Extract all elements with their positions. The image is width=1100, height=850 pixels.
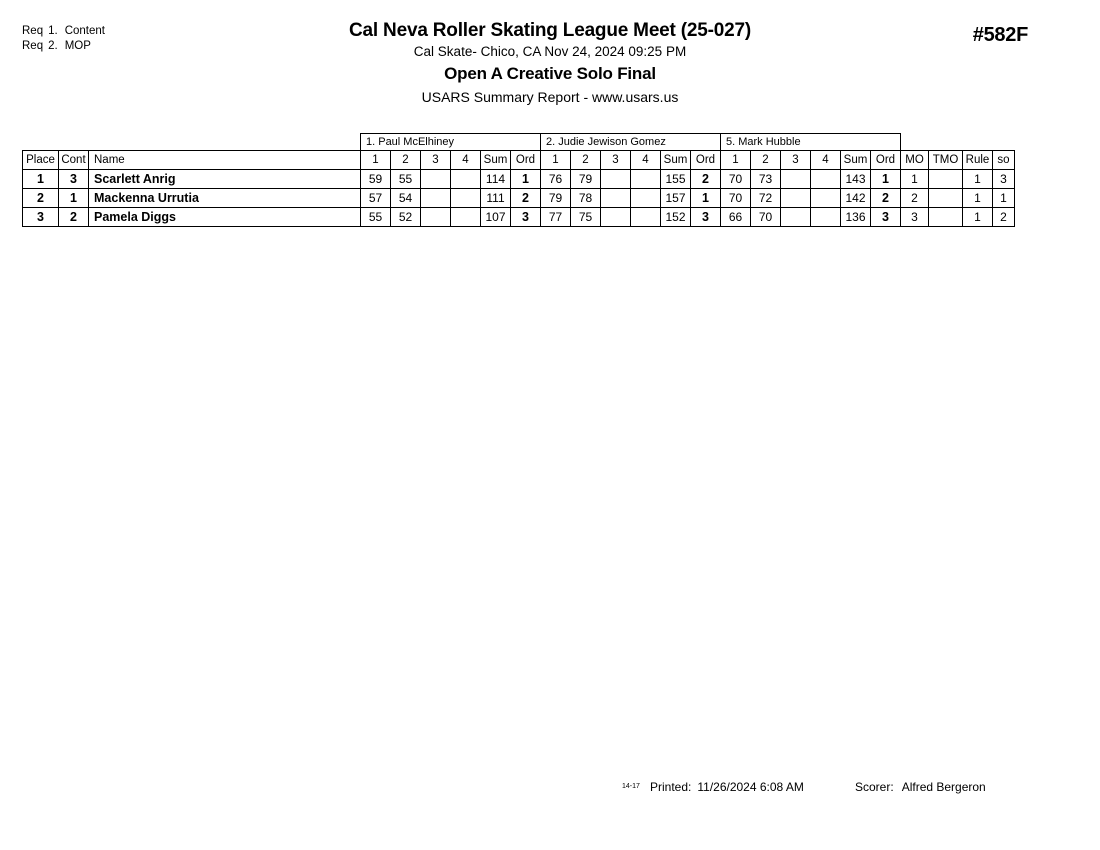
row-j1-score-3 [421, 208, 451, 227]
row-mo: 2 [901, 189, 929, 208]
row-j2-ord: 3 [691, 208, 721, 227]
row-place: 1 [23, 170, 59, 189]
row-j2-score-3 [601, 170, 631, 189]
row-j2-sum: 155 [661, 170, 691, 189]
row-place: 2 [23, 189, 59, 208]
row-j3-score-2: 73 [751, 170, 781, 189]
row-cont: 1 [59, 189, 89, 208]
row-j2-score-2: 75 [571, 208, 601, 227]
row-place: 3 [23, 208, 59, 227]
row-tmo [929, 189, 963, 208]
row-j2-score-4 [631, 170, 661, 189]
row-j1-ord: 3 [511, 208, 541, 227]
row-j3-score-3 [781, 189, 811, 208]
header-tmo: TMO [929, 151, 963, 170]
row-cont: 2 [59, 208, 89, 227]
row-j1-score-1: 59 [361, 170, 391, 189]
header-j1-score-2: 2 [391, 151, 421, 170]
row-mo: 3 [901, 208, 929, 227]
row-j1-score-2: 52 [391, 208, 421, 227]
row-j3-score-4 [811, 208, 841, 227]
row-j1-score-4 [451, 170, 481, 189]
row-rule: 1 [963, 189, 993, 208]
row-j1-score-1: 57 [361, 189, 391, 208]
row-tmo [929, 170, 963, 189]
row-j3-sum: 136 [841, 208, 871, 227]
row-j2-score-3 [601, 189, 631, 208]
header-rule: Rule [963, 151, 993, 170]
requirement-label-2: Req [22, 40, 44, 52]
judge-row-spacer-place [23, 134, 59, 151]
row-j3-ord: 3 [871, 208, 901, 227]
row-j2-score-4 [631, 208, 661, 227]
row-j3-score-3 [781, 170, 811, 189]
printed-label: Printed: [650, 780, 692, 794]
row-j3-score-1: 66 [721, 208, 751, 227]
row-j1-score-1: 55 [361, 208, 391, 227]
row-j3-score-1: 70 [721, 170, 751, 189]
row-j3-score-4 [811, 170, 841, 189]
row-j2-score-1: 76 [541, 170, 571, 189]
row-j2-score-1: 79 [541, 189, 571, 208]
results-table [22, 133, 1015, 227]
page-number: 14-17 [622, 783, 640, 790]
header-j3-score-1: 1 [721, 151, 751, 170]
row-j1-sum: 107 [481, 208, 511, 227]
row-j1-score-2: 54 [391, 189, 421, 208]
row-name: Mackenna Urrutia [89, 189, 361, 208]
document-header [0, 20, 1100, 108]
judge-row-spacer-cont [59, 134, 89, 151]
row-cont: 3 [59, 170, 89, 189]
header-cont: Cont [59, 151, 89, 170]
row-name: Scarlett Anrig [89, 170, 361, 189]
header-j1-ord: Ord [511, 151, 541, 170]
row-j1-score-4 [451, 208, 481, 227]
row-j1-sum: 114 [481, 170, 511, 189]
header-place: Place [23, 151, 59, 170]
requirement-number-1: 1. [48, 25, 58, 37]
header-j2-score-2: 2 [571, 151, 601, 170]
row-j2-score-1: 77 [541, 208, 571, 227]
row-j1-ord: 2 [511, 189, 541, 208]
row-j3-score-1: 70 [721, 189, 751, 208]
row-name: Pamela Diggs [89, 208, 361, 227]
requirement-label-1: Req [22, 25, 44, 37]
row-j2-ord: 2 [691, 170, 721, 189]
printed-value: 11/26/2024 6:08 AM [697, 780, 804, 794]
header-j2-sum: Sum [661, 151, 691, 170]
row-j2-sum: 152 [661, 208, 691, 227]
header-j3-score-2: 2 [751, 151, 781, 170]
row-tmo [929, 208, 963, 227]
header-j3-score-3: 3 [781, 151, 811, 170]
requirement-number-2: 2. [48, 40, 58, 52]
scorer-value: Alfred Bergeron [901, 780, 986, 794]
judge-3-label: 5. Mark Hubble [721, 134, 901, 151]
row-rule: 1 [963, 208, 993, 227]
scorer-info [855, 780, 986, 794]
header-j1-score-1: 1 [361, 151, 391, 170]
header-mo: MO [901, 151, 929, 170]
table-row [23, 170, 1015, 189]
row-j2-score-3 [601, 208, 631, 227]
header-j3-sum: Sum [841, 151, 871, 170]
table-row [23, 189, 1015, 208]
header-j3-ord: Ord [871, 151, 901, 170]
row-so: 1 [993, 189, 1015, 208]
header-j2-ord: Ord [691, 151, 721, 170]
row-j3-score-3 [781, 208, 811, 227]
row-j2-sum: 157 [661, 189, 691, 208]
judge-2-label: 2. Judie Jewison Gomez [541, 134, 721, 151]
row-so: 3 [993, 170, 1015, 189]
row-j1-score-2: 55 [391, 170, 421, 189]
header-j2-score-1: 1 [541, 151, 571, 170]
row-j1-ord: 1 [511, 170, 541, 189]
event-code: #582F [972, 24, 1028, 46]
header-so: so [993, 151, 1015, 170]
header-j1-score-3: 3 [421, 151, 451, 170]
row-j2-score-4 [631, 189, 661, 208]
row-j3-score-2: 70 [751, 208, 781, 227]
header-j1-score-4: 4 [451, 151, 481, 170]
judge-1-label: 1. Paul McElhiney [361, 134, 541, 151]
judge-row-spacer-rule [963, 134, 993, 151]
meet-title: Cal Neva Roller Skating League Meet (25-027) [349, 20, 751, 41]
header-j2-score-4: 4 [631, 151, 661, 170]
judge-row-spacer-name [89, 134, 361, 151]
row-j2-score-2: 78 [571, 189, 601, 208]
report-source-line: USARS Summary Report - www.usars.us [421, 89, 679, 105]
judge-row-spacer-so [993, 134, 1015, 151]
row-rule: 1 [963, 170, 993, 189]
row-j1-sum: 111 [481, 189, 511, 208]
row-j3-sum: 143 [841, 170, 871, 189]
header-j1-sum: Sum [481, 151, 511, 170]
row-j2-ord: 1 [691, 189, 721, 208]
table-row [23, 208, 1015, 227]
row-j3-score-4 [811, 189, 841, 208]
event-title: Open A Creative Solo Final [444, 64, 656, 83]
row-j3-ord: 2 [871, 189, 901, 208]
header-j2-score-3: 3 [601, 151, 631, 170]
row-mo: 1 [901, 170, 929, 189]
judge-banner-row [23, 134, 1015, 151]
row-j1-score-4 [451, 189, 481, 208]
scorer-label: Scorer: [855, 780, 894, 794]
row-j1-score-3 [421, 170, 451, 189]
requirement-text-2: MOP [64, 40, 91, 52]
results-table-wrapper [22, 133, 1015, 227]
row-j2-score-2: 79 [571, 170, 601, 189]
printed-info [650, 780, 804, 794]
column-header-row [23, 151, 1015, 170]
header-j3-score-4: 4 [811, 151, 841, 170]
row-j3-ord: 1 [871, 170, 901, 189]
header-name: Name [89, 151, 361, 170]
requirement-text-1: Content [64, 25, 105, 37]
row-j1-score-3 [421, 189, 451, 208]
meet-venue-line: Cal Skate- Chico, CA Nov 24, 2024 09:25 PM [413, 44, 687, 59]
row-so: 2 [993, 208, 1015, 227]
judge-row-spacer-mo [901, 134, 929, 151]
judge-row-spacer-tmo [929, 134, 963, 151]
row-j3-sum: 142 [841, 189, 871, 208]
row-j3-score-2: 72 [751, 189, 781, 208]
